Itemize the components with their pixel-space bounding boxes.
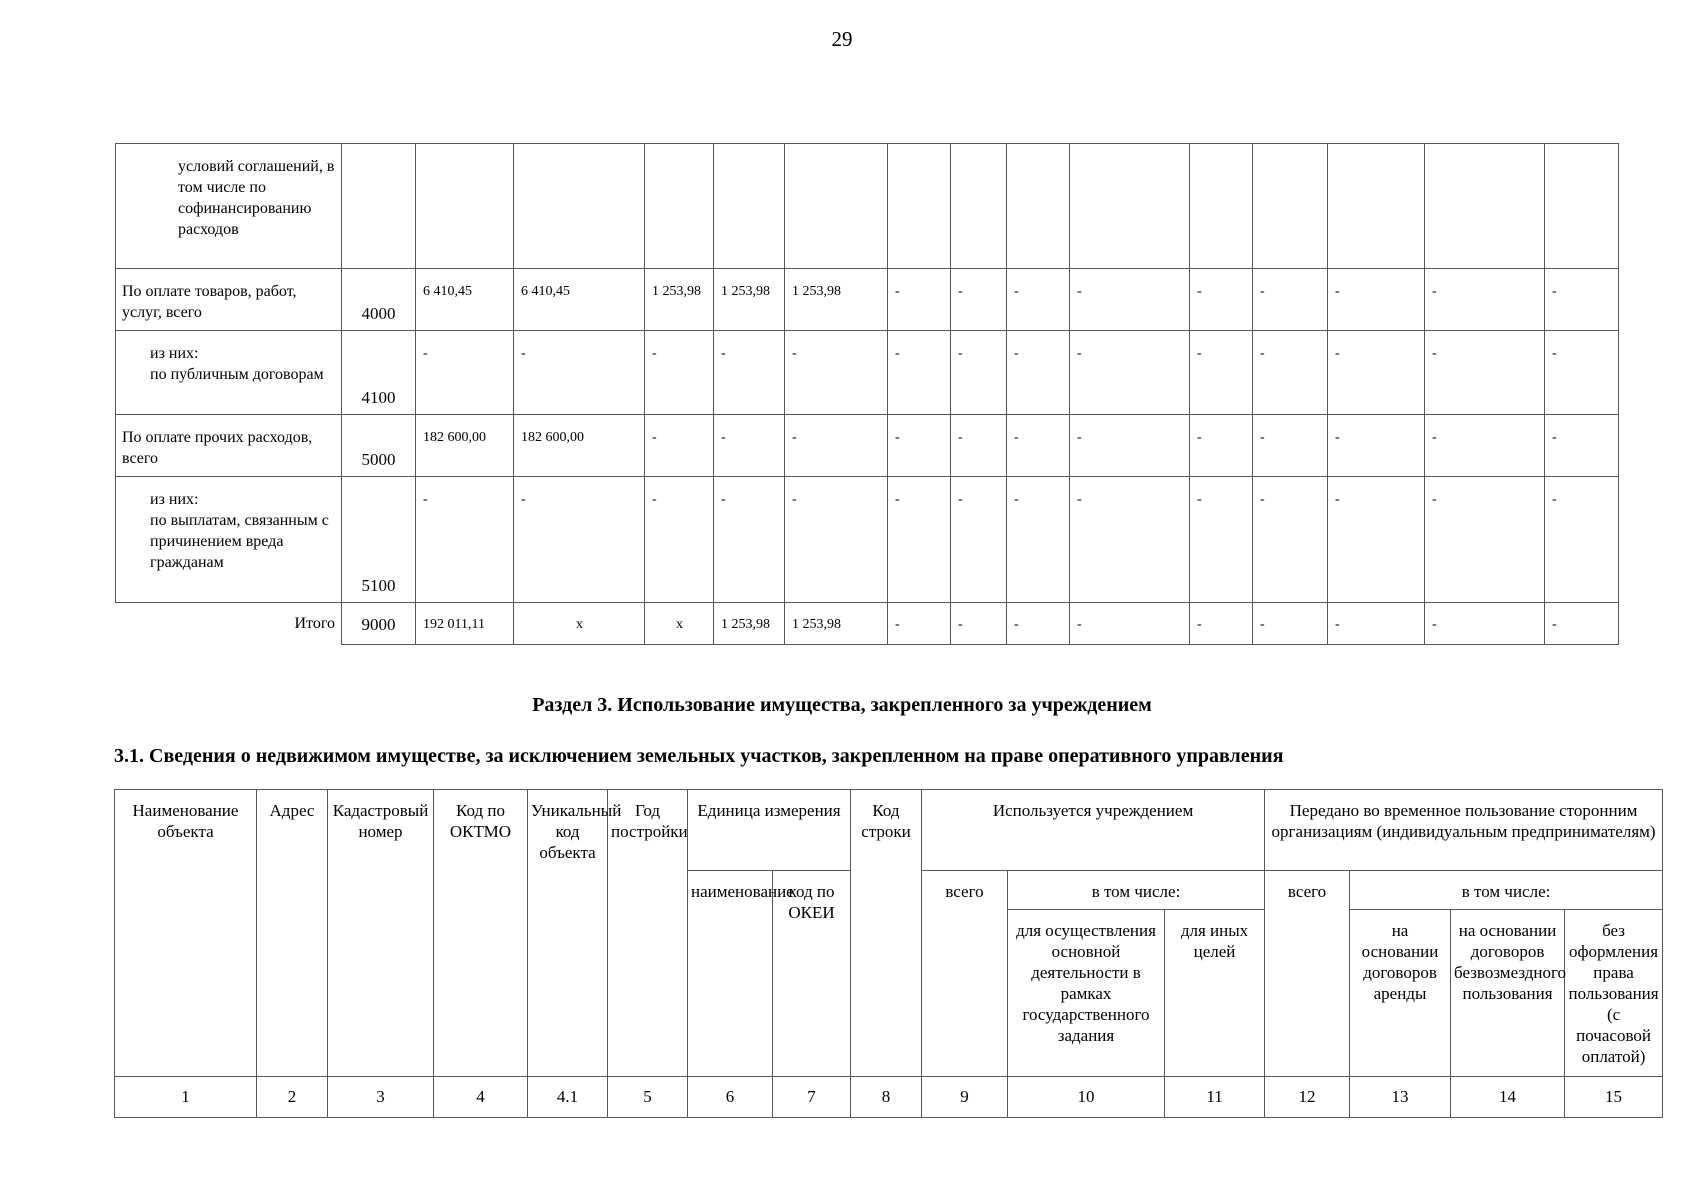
value-cell: - (1190, 269, 1253, 331)
value-cell: - (1328, 415, 1425, 477)
value-cell (1253, 144, 1328, 269)
value-cell: - (1070, 331, 1190, 415)
row-code: 9000 (342, 603, 416, 645)
value-cell: - (1190, 331, 1253, 415)
row-code: 4100 (342, 331, 416, 415)
column-number: 7 (773, 1077, 851, 1118)
column-number: 11 (1165, 1077, 1265, 1118)
column-number: 10 (1008, 1077, 1165, 1118)
header-transferred: Передано во временное пользование сторонним организациям (индивидуальным предпринимателям) (1265, 790, 1663, 871)
value-cell (1328, 144, 1425, 269)
value-cell: - (645, 415, 714, 477)
header-used-total: всего (922, 871, 1008, 1077)
value-cell: - (1425, 331, 1545, 415)
value-cell: - (951, 331, 1007, 415)
value-cell: - (1253, 477, 1328, 603)
value-cell: - (1328, 331, 1425, 415)
header-transferred-including: в том числе: (1350, 871, 1663, 910)
value-cell: - (888, 415, 951, 477)
value-cell: - (1425, 415, 1545, 477)
value-cell: 182 600,00 (416, 415, 514, 477)
value-cell (1425, 144, 1545, 269)
value-cell: - (951, 477, 1007, 603)
total-row (116, 603, 1619, 645)
header-used-including: в том числе: (1008, 871, 1265, 910)
value-cell: - (1190, 415, 1253, 477)
value-cell: 1 253,98 (785, 603, 888, 645)
header-line-code: Код строки (851, 790, 922, 1077)
row-name: условий соглашений, в том числе по софинансированию расходов (116, 144, 342, 269)
value-cell: - (514, 331, 645, 415)
value-cell: - (1545, 603, 1619, 645)
table-row (116, 415, 1619, 477)
value-cell: - (1425, 269, 1545, 331)
header-unique-code: Уникальный код объекта (528, 790, 608, 1077)
header-address: Адрес (257, 790, 328, 1077)
value-cell: - (514, 477, 645, 603)
value-cell (1190, 144, 1253, 269)
header-unit-name: наименование (688, 871, 773, 1077)
value-cell: - (785, 331, 888, 415)
section-3-title: Раздел 3. Использование имущества, закрепленного за учреждением (532, 694, 1152, 716)
real-estate-table (114, 789, 1663, 1118)
header-transferred-hourly: без оформления права пользования (с почасовой оплатой) (1565, 910, 1663, 1077)
section-3-1-title: 3.1. Сведения о недвижимом имуществе, за исключением земельных участков, закрепленном на праве оперативного управления (114, 745, 1284, 767)
value-cell: 6 410,45 (416, 269, 514, 331)
value-cell: - (951, 269, 1007, 331)
value-cell (416, 144, 514, 269)
header-build-year: Год постройки (608, 790, 688, 1077)
header-used-main-activity: для осуществления основной деятельности в рамках государственного задания (1008, 910, 1165, 1077)
value-cell: 1 253,98 (645, 269, 714, 331)
value-cell: - (1007, 415, 1070, 477)
value-cell: x (645, 603, 714, 645)
value-cell: - (1007, 603, 1070, 645)
column-numbers-row (115, 1077, 1663, 1118)
value-cell: - (1253, 331, 1328, 415)
column-number: 1 (115, 1077, 257, 1118)
value-cell (645, 144, 714, 269)
value-cell: - (416, 331, 514, 415)
value-cell: - (416, 477, 514, 603)
value-cell: - (714, 415, 785, 477)
value-cell: - (1545, 269, 1619, 331)
value-cell: - (785, 415, 888, 477)
value-cell: 6 410,45 (514, 269, 645, 331)
value-cell (1007, 144, 1070, 269)
row-code: 5100 (342, 477, 416, 603)
column-number: 8 (851, 1077, 922, 1118)
value-cell: - (1007, 477, 1070, 603)
value-cell: - (951, 415, 1007, 477)
column-number: 6 (688, 1077, 773, 1118)
column-number: 15 (1565, 1077, 1663, 1118)
header-transferred-free-use: на основании договоров безвозмездного пользования (1451, 910, 1565, 1077)
value-cell: - (645, 477, 714, 603)
value-cell (1070, 144, 1190, 269)
value-cell: - (1425, 603, 1545, 645)
value-cell: - (645, 331, 714, 415)
row-name: из них: по публичным договорам (116, 331, 342, 415)
row-name: По оплате прочих расходов, всего (116, 415, 342, 477)
value-cell: - (714, 331, 785, 415)
value-cell: - (1545, 415, 1619, 477)
value-cell: - (1425, 477, 1545, 603)
page-number: 29 (831, 27, 853, 51)
value-cell: - (888, 269, 951, 331)
value-cell: - (1070, 415, 1190, 477)
value-cell: - (1070, 477, 1190, 603)
value-cell: - (1070, 603, 1190, 645)
column-number: 13 (1350, 1077, 1451, 1118)
header-used: Используется учреждением (922, 790, 1265, 871)
header-cadastral-number: Кадастровый номер (328, 790, 434, 1077)
column-number: 2 (257, 1077, 328, 1118)
value-cell (785, 144, 888, 269)
value-cell: - (1070, 269, 1190, 331)
value-cell: - (951, 603, 1007, 645)
column-number: 4.1 (528, 1077, 608, 1118)
value-cell: - (1190, 477, 1253, 603)
value-cell: - (1007, 269, 1070, 331)
value-cell (1545, 144, 1619, 269)
column-number: 12 (1265, 1077, 1350, 1118)
value-cell (888, 144, 951, 269)
column-number: 5 (608, 1077, 688, 1118)
header-oktmo: Код по ОКТМО (434, 790, 528, 1077)
row-code (342, 144, 416, 269)
payments-table (115, 143, 1619, 645)
value-cell: - (714, 477, 785, 603)
column-number: 14 (1451, 1077, 1565, 1118)
value-cell: - (1545, 477, 1619, 603)
value-cell: - (1007, 331, 1070, 415)
header-unit: Единица измерения (688, 790, 851, 871)
value-cell: 182 600,00 (514, 415, 645, 477)
column-number: 4 (434, 1077, 528, 1118)
value-cell (714, 144, 785, 269)
value-cell: - (1545, 331, 1619, 415)
value-cell: 1 253,98 (714, 603, 785, 645)
value-cell: - (785, 477, 888, 603)
header-transferred-lease: на основании договоров аренды (1350, 910, 1451, 1077)
value-cell: - (1328, 269, 1425, 331)
table-row (116, 269, 1619, 331)
value-cell: 1 253,98 (785, 269, 888, 331)
value-cell: 192 011,11 (416, 603, 514, 645)
column-number: 9 (922, 1077, 1008, 1118)
value-cell: - (888, 477, 951, 603)
table-row (116, 331, 1619, 415)
value-cell: - (1253, 603, 1328, 645)
value-cell: x (514, 603, 645, 645)
header-object-name: Наименование объекта (115, 790, 257, 1077)
row-name: Итого (116, 603, 342, 645)
value-cell (514, 144, 645, 269)
row-name: По оплате товаров, работ, услуг, всего (116, 269, 342, 331)
row-name: из них: по выплатам, связанным с причинением вреда гражданам (116, 477, 342, 603)
value-cell: - (888, 331, 951, 415)
header-used-other: для иных целей (1165, 910, 1265, 1077)
row-code: 5000 (342, 415, 416, 477)
header-transferred-total: всего (1265, 871, 1350, 1077)
value-cell: - (1328, 603, 1425, 645)
row-code: 4000 (342, 269, 416, 331)
table-row (116, 144, 1619, 269)
table-row (116, 477, 1619, 603)
value-cell (951, 144, 1007, 269)
value-cell: - (888, 603, 951, 645)
value-cell: - (1253, 269, 1328, 331)
value-cell: - (1253, 415, 1328, 477)
value-cell: - (1190, 603, 1253, 645)
value-cell: 1 253,98 (714, 269, 785, 331)
header-unit-okei: код по ОКЕИ (773, 871, 851, 1077)
value-cell: - (1328, 477, 1425, 603)
column-number: 3 (328, 1077, 434, 1118)
